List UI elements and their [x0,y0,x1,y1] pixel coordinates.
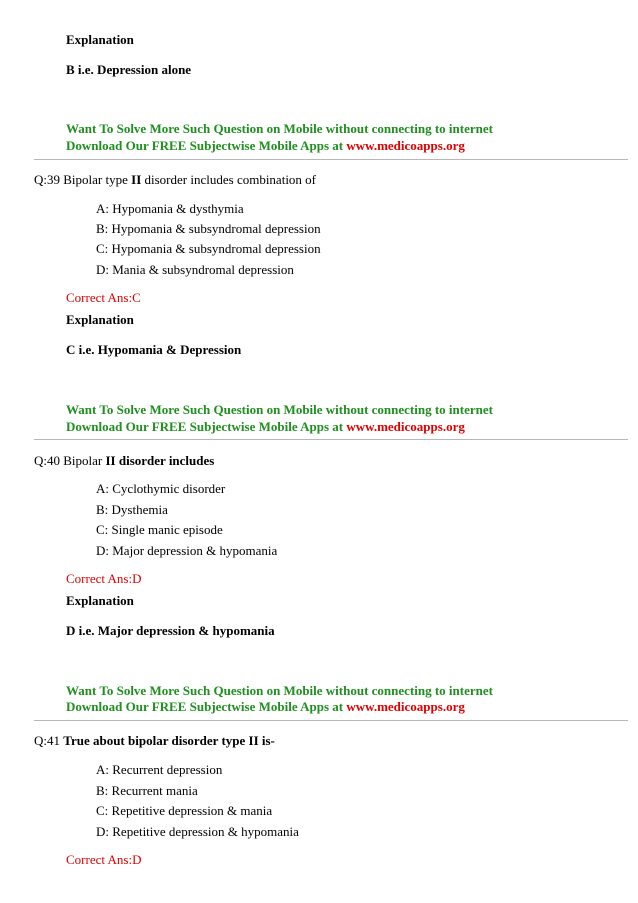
correct-answer: Correct Ans:D [66,571,142,586]
explanation-heading: Explanation [66,593,134,608]
promo-line-2: Download Our FREE Subjectwise Mobile Apps at www.medicoapps.org [66,419,465,434]
option-b: B: Recurrent mania [96,783,198,798]
explanation-heading: Explanation [66,312,134,327]
option-a: A: Hypomania & dysthymia [96,201,244,216]
option-c: C: Hypomania & subsyndromal depression [96,241,321,256]
option-b: B: Dysthemia [96,502,168,517]
explanation-text: B i.e. Depression alone [66,62,192,77]
promo-line-1: Want To Solve More Such Question on Mobile without connecting to internet [66,402,493,417]
option-a: A: Recurrent depression [96,762,223,777]
divider [34,720,628,721]
option-a: A: Cyclothymic disorder [96,481,226,496]
divider [34,159,628,160]
promo-link[interactable]: www.medicoapps.org [346,138,465,153]
promo-link[interactable]: www.medicoapps.org [346,419,465,434]
option-c: C: Repetitive depression & mania [96,803,273,818]
promo-line-1: Want To Solve More Such Question on Mobile without connecting to internet [66,683,493,698]
promo-link[interactable]: www.medicoapps.org [346,699,465,714]
question-41: Q:41 True about bipolar disorder type II is- [34,733,275,748]
option-d: D: Mania & subsyndromal depression [96,262,294,277]
correct-answer: Correct Ans:C [66,290,141,305]
question-40: Q:40 Bipolar II disorder includes [34,453,215,468]
option-c: C: Single manic episode [96,522,223,537]
option-d: D: Major depression & hypomania [96,543,278,558]
option-b: B: Hypomania & subsyndromal depression [96,221,321,236]
option-d: D: Repetitive depression & hypomania [96,824,299,839]
explanation-text: D i.e. Major depression & hypomania [66,623,275,638]
correct-answer: Correct Ans:D [66,852,142,867]
promo-line-1: Want To Solve More Such Question on Mobile without connecting to internet [66,121,493,136]
divider [34,439,628,440]
question-39: Q:39 Bipolar type II disorder includes combination of [34,172,317,187]
promo-line-2: Download Our FREE Subjectwise Mobile Apps at www.medicoapps.org [66,138,465,153]
explanation-heading: Explanation [66,32,134,47]
promo-line-2: Download Our FREE Subjectwise Mobile Apps at www.medicoapps.org [66,699,465,714]
explanation-text: C i.e. Hypomania & Depression [66,342,242,357]
